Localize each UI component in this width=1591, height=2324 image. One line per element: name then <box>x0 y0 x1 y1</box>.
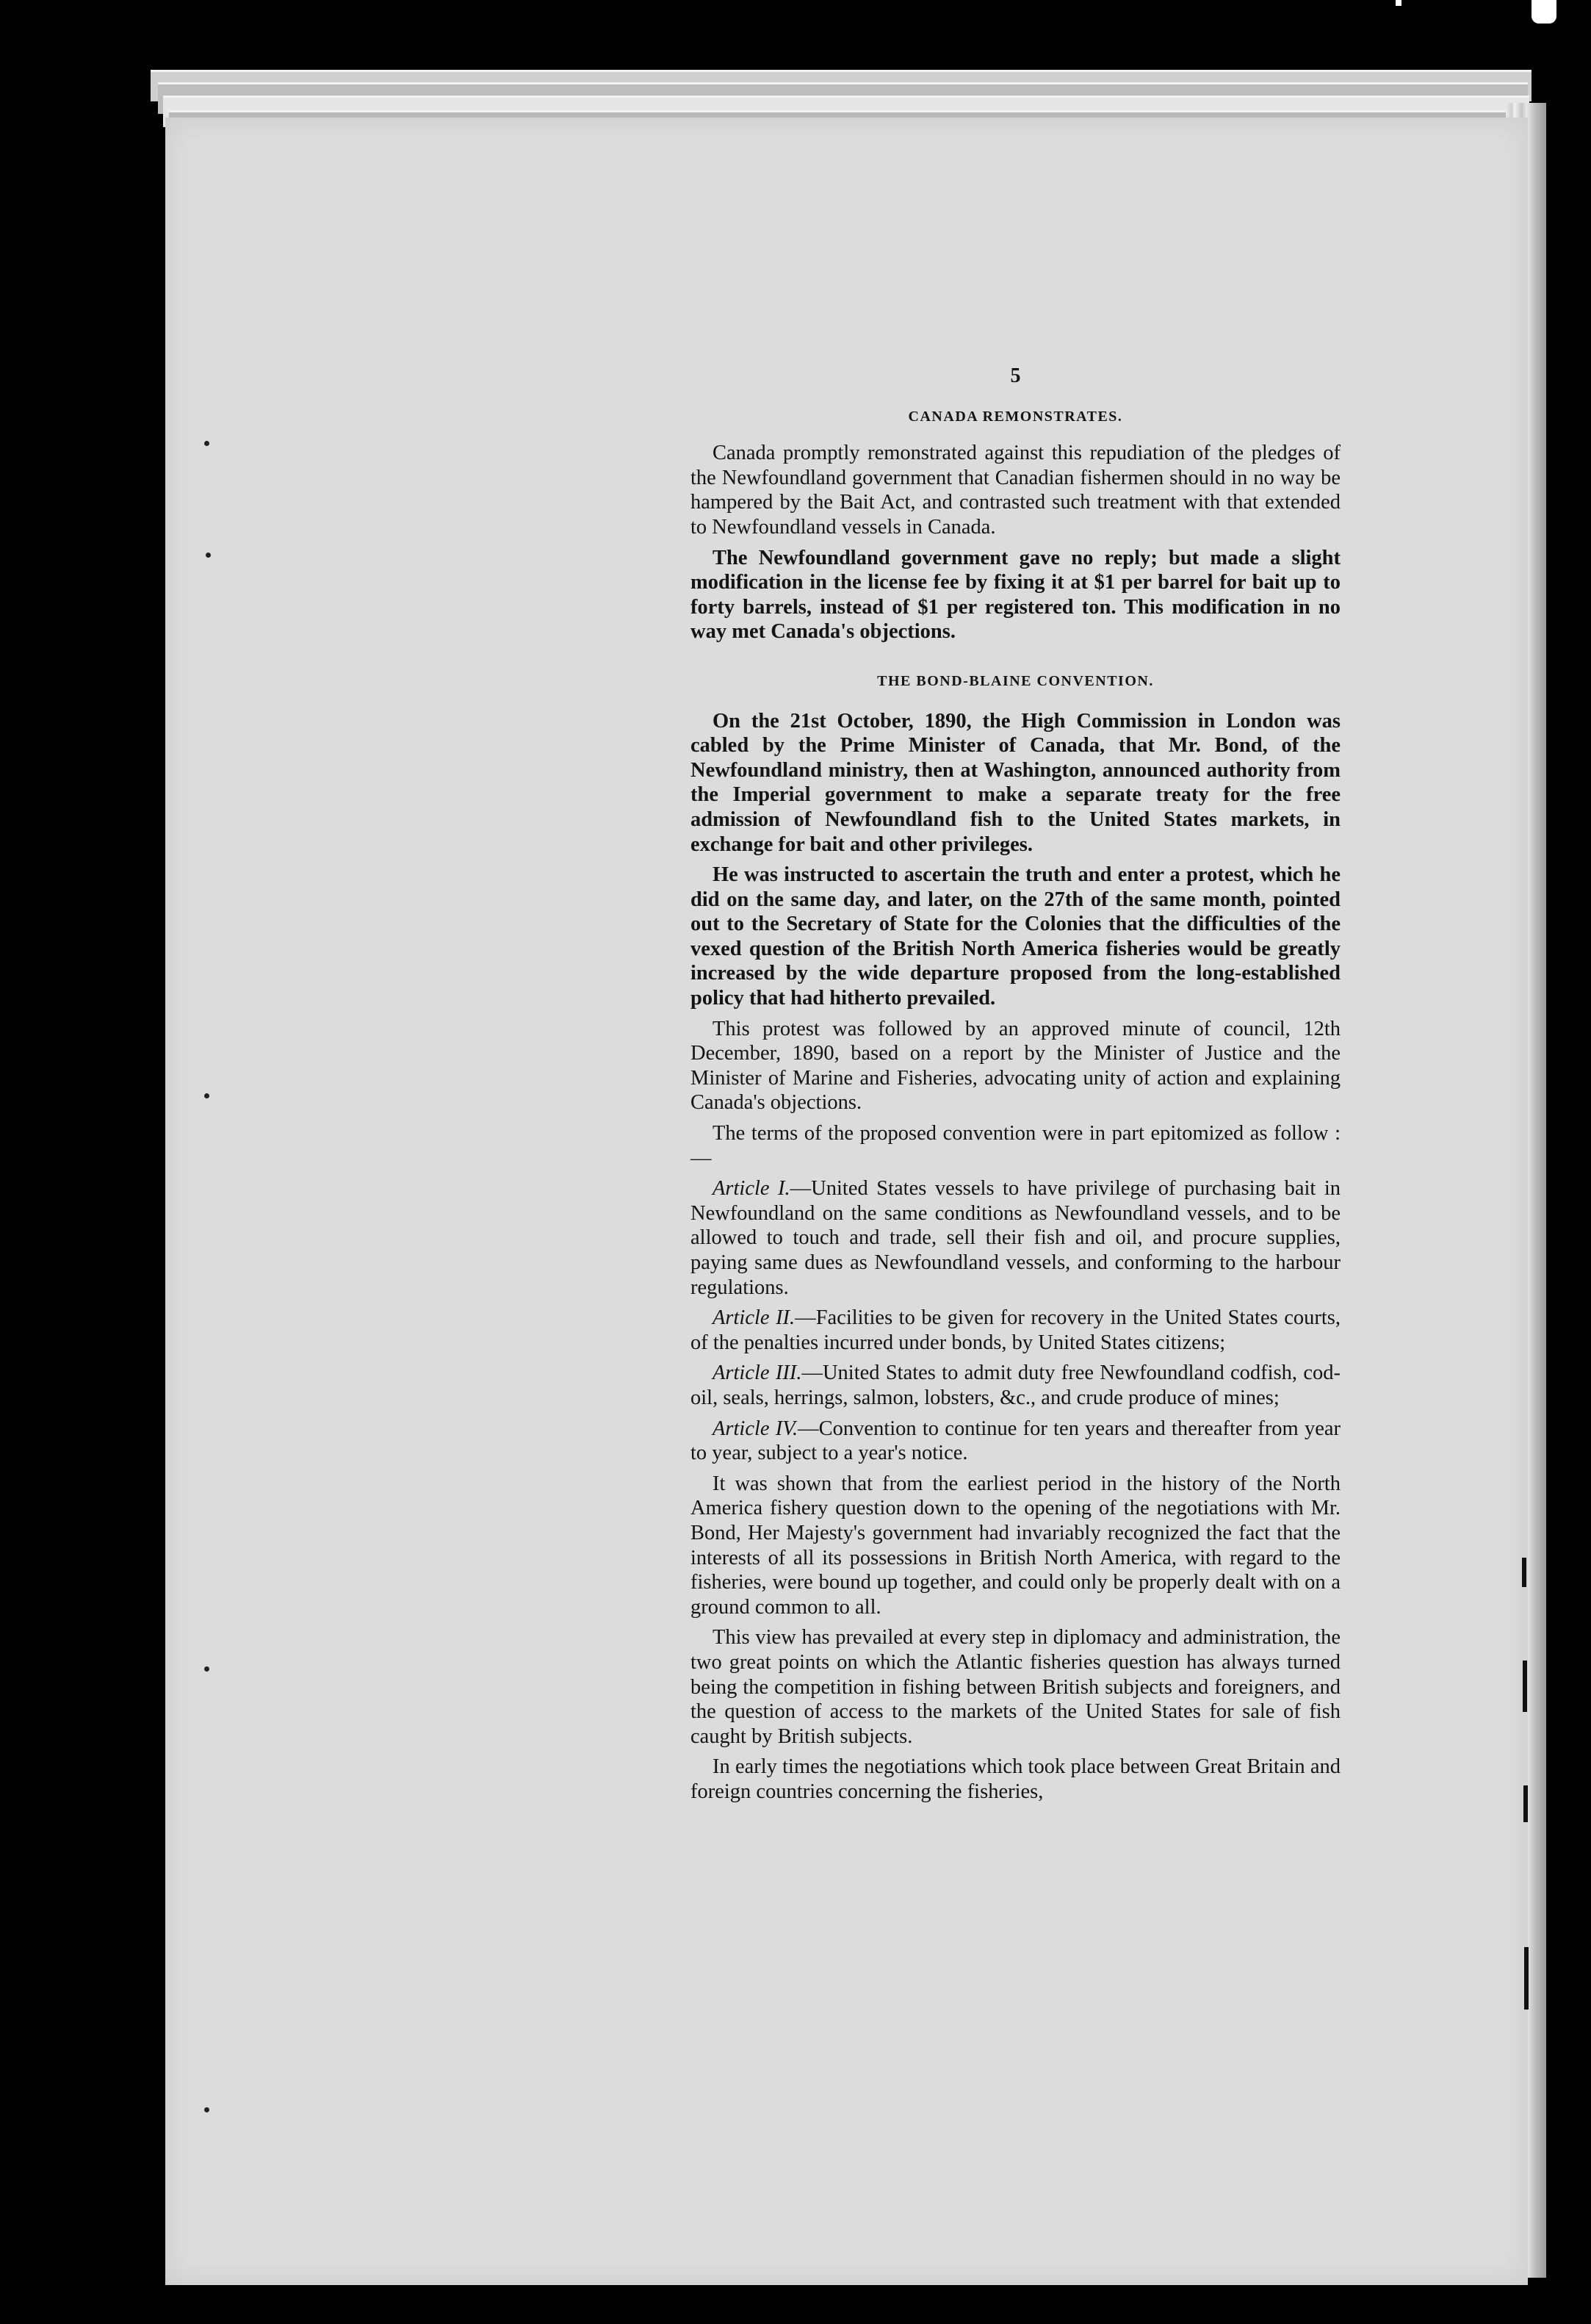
scan-corner-mark <box>1532 0 1556 24</box>
article-label: Article III. <box>712 1361 802 1385</box>
margin-mark <box>204 2107 209 2112</box>
scan-corner-mark <box>1396 0 1401 6</box>
paragraph: In early times the negotiations which took place between Great Britain and foreign countries concerning the fisheries, <box>690 1755 1341 1803</box>
margin-mark <box>1523 1785 1528 1822</box>
paragraph: The terms of the proposed convention were in part epitomized as follow :— <box>690 1122 1341 1170</box>
article-label: Article IV. <box>712 1417 798 1440</box>
section-heading-bond-blaine-convention: THE BOND-BLAINE CONVENTION. <box>877 672 1154 689</box>
article-item <box>690 1361 1341 1410</box>
paragraph: On the 21st October, 1890, the High Commission in London was cabled by the Prime Minister of Canada, that Mr. Bond, of the Newfoundland ministry, then at Washington, announced authority from the Imperial government to make a separate treaty for the free admission of Newfoundland fish to the United States markets, in exchange for bait and other privileges. <box>690 709 1341 856</box>
margin-mark <box>206 553 211 558</box>
margin-mark <box>1522 1558 1526 1587</box>
paragraph: The Newfoundland government gave no reply; but made a slight modification in the license fee by fixing it at $1 per barrel for bait up to forty barrels, instead of $1 per registered ton. This modification in no way met Canada's objections. <box>690 546 1341 644</box>
section-heading-canada-remonstrates: CANADA REMONSTRATES. <box>908 408 1123 425</box>
paragraph: This view has prevailed at every step in diplomacy and administration, the two great points on which the Atlantic fisheries question has always turned being the competition in fishing between British subjects and foreigners, and the question of access to the markets of the United States for sale of fish caught by British subjects. <box>690 1626 1341 1748</box>
article-item <box>690 1176 1341 1300</box>
margin-mark <box>204 1093 209 1098</box>
article-text: —United States to admit duty free Newfoundland codfish, cod-oil, seals, herrings, salmon, lobsters, &c., and crude produce of mines; <box>690 1361 1341 1409</box>
margin-mark <box>204 441 209 446</box>
article-label: Article I. <box>712 1177 790 1201</box>
margin-mark <box>1523 1661 1527 1712</box>
margin-mark <box>204 1666 209 1672</box>
paragraph: This protest was followed by an approved minute of council, 12th December, 1890, based on a report by the Minister of Justice and the Minister of Marine and Fisheries, advocating unity of action and explaining Canada's objections. <box>690 1017 1341 1115</box>
text-column <box>690 364 1341 1810</box>
article-item <box>690 1306 1341 1355</box>
paragraph: Canada promptly remonstrated against this repudiation of the pledges of the Newfoundland government that Canadian fishermen should in no way be hampered by the Bait Act, and contrasted such treatment with that extended to Newfoundland vessels in Canada. <box>690 442 1341 539</box>
paragraph: It was shown that from the earliest period in the history of the North America fishery question down to the opening of the negotiations with Mr. Bond, Her Majesty's government had invariably recognized the fact that the interests of all its possessions in British North America, with regard to the fisheries, were bound up together, and could only be properly dealt with on a ground common to all. <box>690 1472 1341 1619</box>
article-label: Article II. <box>712 1306 796 1330</box>
page-number: 5 <box>1010 364 1021 387</box>
article-text: —Facilities to be given for recovery in the United States courts, of the penalties incurred under bonds, by United States citizens; <box>690 1306 1341 1354</box>
article-item <box>690 1417 1341 1466</box>
paragraph: He was instructed to ascertain the truth and enter a protest, which he did on the same day, and later, on the 27th of the same month, pointed out to the Secretary of State for the Colonies that the difficulties of the vexed question of the British North America fisheries would be greatly increased by the wide departure proposed from the long-established policy that had hitherto prevailed. <box>690 863 1341 1010</box>
margin-mark <box>1524 1947 1529 2010</box>
article-text: —Convention to continue for ten years and thereafter from year to year, subject to a year's notice. <box>690 1417 1341 1465</box>
article-text: —United States vessels to have privilege of purchasing bait in Newfoundland on the same conditions as Newfoundland vessels, and to be allowed to touch and trade, sell their fish and oil, and procure supplies, paying same dues as Newfoundland vessels, and conforming to the harbour regulations. <box>690 1177 1341 1299</box>
